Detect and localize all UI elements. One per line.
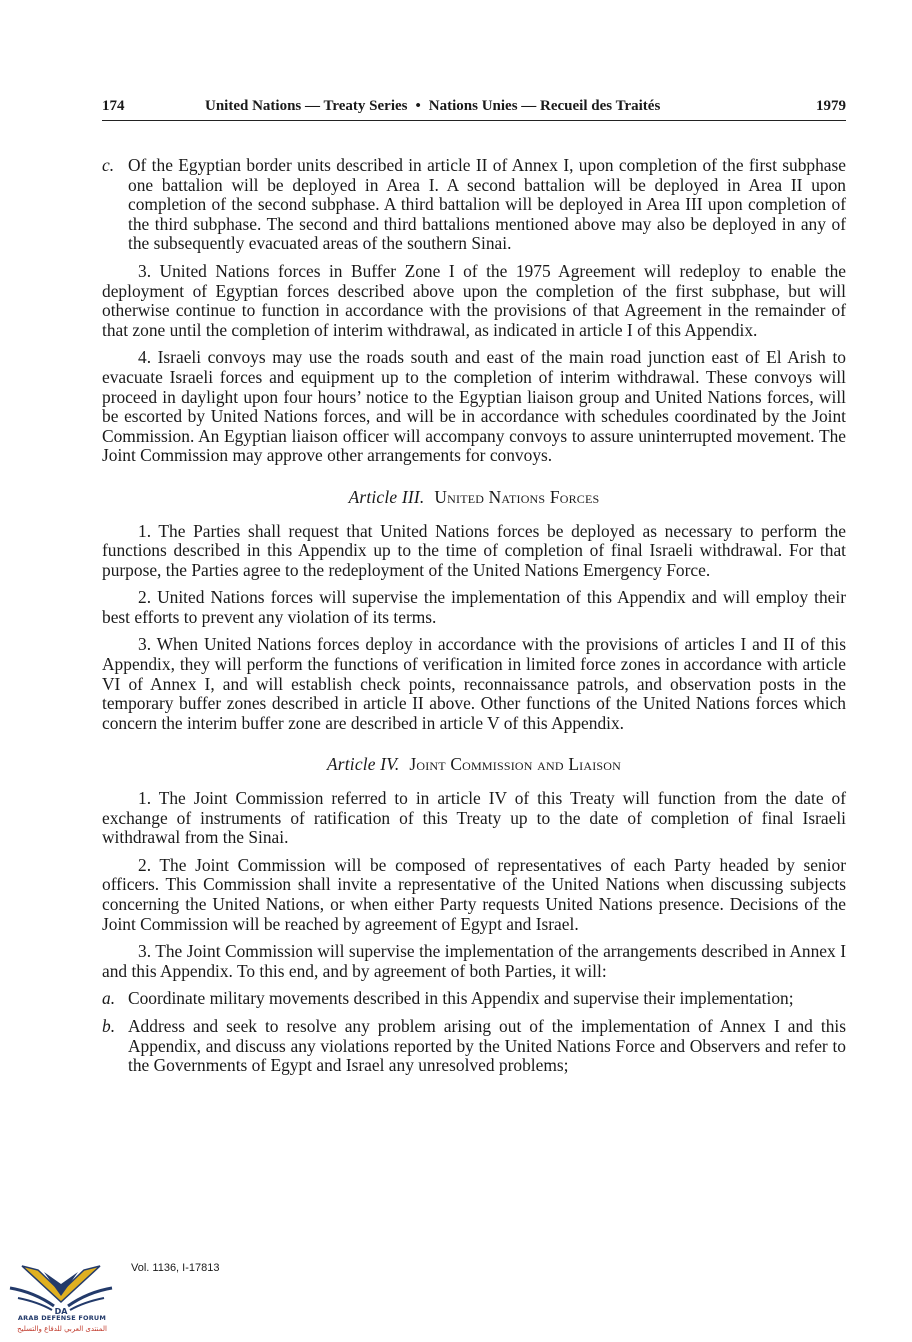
list-item-a	[102, 989, 846, 1009]
article-iv-heading	[102, 755, 846, 775]
article-title: Joint Commission and Liaison	[409, 754, 622, 775]
paragraph-iv-2: 2. The Joint Commission will be composed of representatives of each Party headed by senior officers. This Commission shall invite a representative of the United Nations when discussing subjects concerning the United Nations, or when either Party requests United Nations presence. Decisions of the Joint Commission will be reached by agreement of Egypt and Israel.	[102, 854, 846, 934]
paragraph-iii-1: 1. The Parties shall request that United Nations forces be deployed as necessary to perform the functions described in this Appendix up to the time of completion of final Israeli withdrawal. For that purpose, the Parties agree to the redeployment of the United Nations Emergency Force.	[102, 520, 846, 580]
article-label: Article III.	[348, 486, 425, 507]
paragraph-iii-2: 2. United Nations forces will supervise the implementation of this Appendix and will employ their best efforts to prevent any violation of its terms.	[102, 587, 846, 627]
list-label: c.	[102, 155, 115, 175]
list-item-c	[102, 156, 846, 254]
paragraph-ii-3: 3. United Nations forces in Buffer Zone I of the 1975 Agreement will redeploy to enable the deployment of Egyptian forces described above upon the completion of the first subphase, but will otherwise continue to function in accordance with the provisions of that Agreement in the remainder of that zone until the completion of interim withdrawal, as indicated in article I of this Appendix.	[102, 260, 846, 340]
article-title: United Nations Forces	[434, 486, 600, 507]
article-iii-heading	[102, 488, 846, 508]
watermark-title: ARAB DEFENSE FORUM	[17, 1314, 107, 1322]
page-number: 174	[102, 98, 125, 114]
list-text: Coordinate military movements described in this Appendix and supervise their implementation;	[128, 988, 794, 1009]
series-title-fr: Nations Unies — Recueil des Traités	[428, 98, 661, 114]
list-label: a.	[102, 988, 116, 1009]
series-title	[205, 98, 660, 115]
paragraph-iv-3: 3. The Joint Commission will supervise the implementation of the arrangements described in Annex I and this Appendix. To this end, and by agreement of both Parties, it will:	[102, 941, 846, 981]
watermark-logo	[4, 1262, 118, 1340]
series-title-en: United Nations — Treaty Series	[205, 98, 408, 114]
list-label: b.	[102, 1015, 116, 1036]
list-text: Address and seek to resolve any problem arising out of the implementation of Annex I and this Appendix, and discuss any violations reported by the United Nations Force and Observers and refer to the Governments of Egypt and Israel any unresolved problems;	[128, 1015, 846, 1076]
header-year: 1979	[816, 98, 846, 114]
paragraph-iii-3: 3. When United Nations forces deploy in accordance with the provisions of articles I and II of this Appendix, they will perform the functions of verification in limited force zones in accordance with article VI of Annex I, and will establish check points, reconnaissance patrols, and observation posts in the temporary buffer zones described in article II above. Other functions of the United Nations forces which concern the interim buffer zone are described in article V of this Appendix.	[102, 634, 846, 733]
running-header	[102, 96, 846, 121]
title-separator: •	[415, 98, 421, 114]
eagle-emblem-icon	[4, 1262, 118, 1316]
page-body	[102, 156, 846, 1084]
volume-footer: Vol. 1136, I-17813	[131, 1262, 220, 1274]
list-item-b	[102, 1017, 846, 1076]
article-label: Article IV.	[326, 754, 400, 775]
watermark-subtitle: المنتدى العربي للدفاع والتسليح	[17, 1325, 107, 1333]
paragraph-ii-4: 4. Israeli convoys may use the roads south and east of the main road junction east of El Arish to evacuate Israeli forces and equipment up to the completion of interim withdrawal. These convoys will proceed in daylight upon four hours’ notice to the Egyptian liaison group and United Nations forces, will be escorted by United Nations forces, and will be in accordance with schedules coordinated by the Joint Commission. An Egyptian liaison officer will accompany convoys to assure uninterrupted movement. The Joint Commission may approve other arrangements for convoys.	[102, 347, 846, 466]
list-text: Of the Egyptian border units described in article II of Annex I, upon completion of the first subphase one battalion will be deployed in Area I. A second battalion will be deployed in Area II upon completion of the second subphase. A third battalion will be deployed in Area III upon completion of the third subphase. The second and third battalions mentioned above may also be deployed in any of the subsequently evacuated areas of the southern Sinai.	[128, 155, 846, 254]
emblem-text: DA	[54, 1307, 68, 1316]
paragraph-iv-1: 1. The Joint Commission referred to in article IV of this Treaty will function from the date of exchange of instruments of ratification of this Treaty up to the date of completion of final Israeli withdrawal from the Sinai.	[102, 788, 846, 848]
